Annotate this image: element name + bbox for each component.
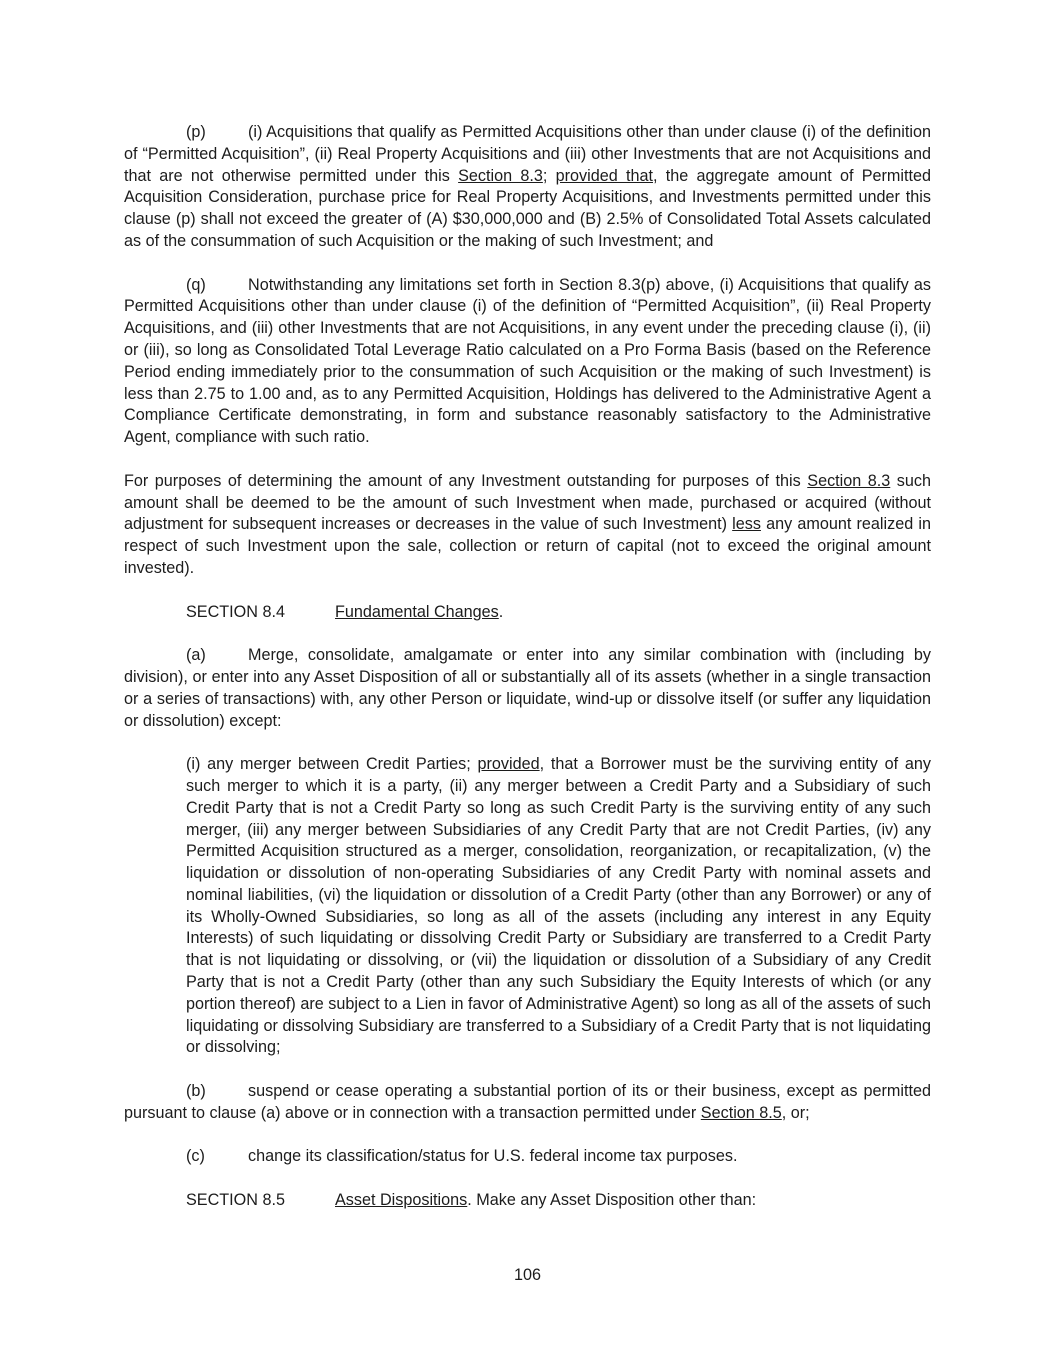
clause-b-text-2: , or; <box>781 1103 810 1122</box>
less-term: less <box>732 515 761 534</box>
clause-q-label: (q) <box>186 275 206 294</box>
page-number: 106 <box>513 1266 541 1284</box>
clause-a <box>124 645 931 732</box>
clause-q <box>124 275 931 449</box>
clause-a-text: Merge, consolidate, amalgamate or enter into any similar combination with (including by division), or enter into any Asset Disposition of all or substantially all of its assets (whether in a single transaction or a series of transactions) with, any other Person or liquidate, wind-up or dissolve itself (or suffer any liquidation or dissolution) except: <box>124 646 931 730</box>
exceptions-text-1: (i) any merger between Credit Parties; <box>186 755 478 774</box>
section-8-3-reference-2: Section 8.3 <box>807 471 891 490</box>
clause-q-text: Notwithstanding any limitations set forth in Section 8.3(p) above, (i) Acquisitions that qualify as Permitted Acquisitions other than under clause (i) of the definition of “Permitted Acquisition”, (ii) Real Property Acquisitions, and (iii) other Investments that are not Acquisitions, in any event under the preceding clause (i), (ii) or (iii), so long as Consolidated Total Leverage Ratio calculated on a Pro Forma Basis (based on the Reference Period ending immediately prior to the consummation of such Acquisition or the making of such Investment) is less than 2.75 to 1.00 and, as to any Permitted Acquisition, Holdings has delivered to the Administrative Agent a Compliance Certificate demonstrating, in form and substance reasonably satisfactory to the Administrative Agent, compliance with such ratio. <box>124 275 931 447</box>
provided-that-term: provided that <box>555 166 653 185</box>
section-8-5-title: Asset Dispositions <box>335 1191 468 1210</box>
clause-b <box>124 1081 931 1125</box>
provided-term: provided <box>477 755 540 774</box>
clause-b-text-1: suspend or cease operating a substantial portion of its or their business, except as permitted pursuant to clause (a) above or in connection with a transaction permitted under <box>124 1082 931 1122</box>
clause-p <box>124 122 931 253</box>
section-8-3-reference: Section 8.3 <box>458 166 543 185</box>
section-8-4-number: SECTION 8.4 <box>186 602 285 621</box>
section-8-4-title: Fundamental Changes <box>335 602 499 621</box>
clause-a-exceptions <box>186 754 931 1059</box>
clause-c-text: change its classification/status for U.S. federal income tax purposes. <box>248 1147 738 1166</box>
purposes-text-2: such amount shall be deemed to be the amount of such Investment when made, purchased or acquired (without adjustment for subsequent increases or decreases in the value of such Investment) <box>124 471 931 534</box>
clause-a-label: (a) <box>186 646 206 665</box>
purposes-paragraph <box>124 471 931 580</box>
clause-p-text-3: , the aggregate amount of Permitted Acquisition Consideration, purchase price for Real Property Acquisitions, and Investments permitted under this clause (p) shall not exceed the greater of (A) $30,000,000 and (B) 2.5% of Consolidated Total Assets calculated as of the consummation of such Acquisition or the making of such Investment; and <box>124 166 931 250</box>
clause-p-label: (p) <box>186 123 206 141</box>
purposes-text-3: any amount realized in respect of such Investment upon the sale, collection or return of capital (not to exceed the original amount invested). <box>124 515 931 577</box>
clause-c-label: (c) <box>186 1147 205 1166</box>
section-8-5-reference: Section 8.5 <box>700 1103 782 1122</box>
clause-p-text-2: ; <box>542 166 556 185</box>
clause-b-label: (b) <box>186 1082 206 1101</box>
exceptions-text-2: , that a Borrower must be the surviving entity of any such merger to which it is a party, (ii) any merger between a Credit Party and a Subsidiary of such Credit Party that is not a Credit Party so long as such Credit Party is the surviving entity of any such merger, (iii) any merger between Subsidiaries of any Credit Party that are not Credit Parties, (iv) any Permitted Acquisition structured as a merger, consolidation, reorganization, or recapitalization, (v) the liquidation or dissolution of non-operating Subsidiaries of any Credit Party with nominal assets and nominal liabilities, (vi) the liquidation or dissolution of a Credit Party (other than any Borrower) or any of its Wholly-Owned Subsidiaries, so long as all of the assets (including any interest in any Equity Interests) of such liquidating or dissolving Credit Party or Subsidiary are transferred to a Credit Party that is not liquidating or dissolving, or (vii) the liquidation or dissolution of a Subsidiary of any Credit Party that is not a Credit Party (other than any such Subsidiary the Equity Interests of which (or any portion thereof) are subject to a Lien in favor of Administrative Agent) so long as all of the assets of such liquidating or dissolving Subsidiary are transferred to a Subsidiary of a Credit Party that is not liquidating or dissolving; <box>186 755 931 1057</box>
section-8-5-number: SECTION 8.5 <box>186 1191 285 1210</box>
section-8-4-suffix: . <box>498 602 504 621</box>
clause-p-text-1: (i) Acquisitions that qualify as Permitted Acquisitions other than under clause (i) of the definition of “Permitted Acquisition”, (ii) Real Property Acquisitions and (iii) other Investments that are not Acquisitions and that are not otherwise permitted under this <box>124 123 931 185</box>
clause-c <box>124 1146 931 1168</box>
section-8-5-heading <box>124 1190 931 1212</box>
section-8-5-suffix: . Make any Asset Disposition other than: <box>467 1191 757 1210</box>
document-page <box>124 122 931 1212</box>
section-8-4-heading <box>124 602 931 624</box>
purposes-text-1: For purposes of determining the amount of any Investment outstanding for purposes of this <box>124 471 808 490</box>
